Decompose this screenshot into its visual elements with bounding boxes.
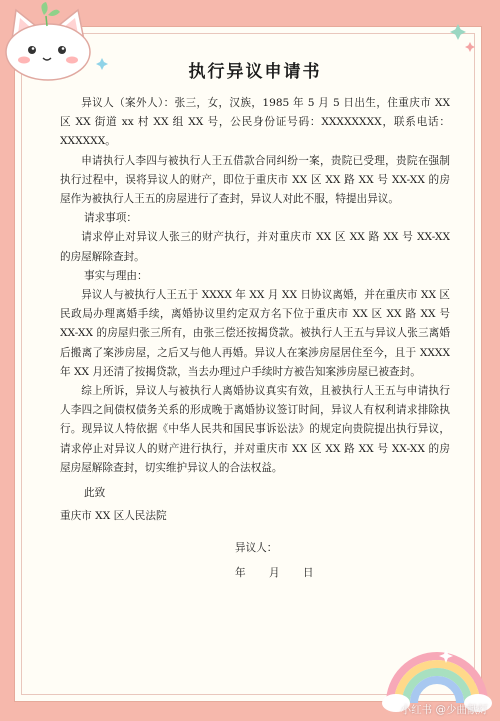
request-heading: 请求事项： [84,212,137,225]
date-line: 年 月 日 [235,567,314,580]
case-intro: 申请执行人李四与被执行人王五借款合同纠纷一案，贵院已受理，贵院在强制执行过程中，误将异议人的财产，即位于重庆市 XX 区 XX 路 XX 号 XX-XX 的房屋作为被执行人王五的房屋进行了查封，异议人对此不服，特提出异议。 [60,154,450,206]
cat-sticker-icon [2,0,98,86]
closing-text: 此致 [84,487,106,500]
document-title: 执行异议申请书 [188,62,322,82]
facts-paragraph-1: 异议人与被执行人王五于 XXXX 年 XX 月 XX 日协议离婚，并在重庆市 XX 区民政局办理离婚手续，离婚协议里约定双方名下位于重庆市 XX 区 XX 路 XX 号 XX-XX 的房屋归张三所有，由张三偿还按揭贷款。被执行人王五与异议人张三离婚后搬离了案涉房屋，之后又与他人再婚。异议人在案涉房屋居住至今，且于 XXXX 年 XX 月还清了按揭贷款，当去办理过户手续时方被告知案涉房屋已被查封。 [60,289,450,378]
signature-label: 异议人： [235,542,278,555]
sparkle-icon [450,24,466,40]
sparkle-icon [96,58,108,70]
facts-heading: 事实与理由： [84,269,148,282]
request-body: 请求停止对异议人张三的财产执行，并对重庆市 XX 区 XX 路 XX 号 XX-XX 的房屋解除查封。 [60,231,450,263]
sparkle-icon [465,42,475,52]
document-content [60,61,450,584]
facts-paragraph-2: 综上所诉，异议人与被执行人离婚协议真实有效，且被执行人王五与申请执行人李四之间债权债务关系的形成晚于离婚协议签订时间，异议人有权利请求排除执行。现异议人特依据《中华人民共和国民事诉讼法》的规定向贵院提出执行异议，请求停止对异议人的财产进行执行，并对重庆市 XX 区 XX 路 XX 号 XX-XX 的房屋房屋解除查封，切实维护异议人的合法权益。 [60,385,450,474]
court-name: 重庆市 XX 区人民法院 [60,510,167,523]
objector-info: 异议人（案外人）：张三，女，汉族，1985 年 5 月 5 日出生，住重庆市 XX 区 XX 街道 xx 村 XX 组 XX 号，公民身份证号码：XXXXXXXX，联系电话：XXXXXX。 [60,97,450,148]
watermark-text: 小红书 @少曲献灯 [400,704,488,716]
document-paper [15,27,481,701]
signature-block [235,539,450,558]
